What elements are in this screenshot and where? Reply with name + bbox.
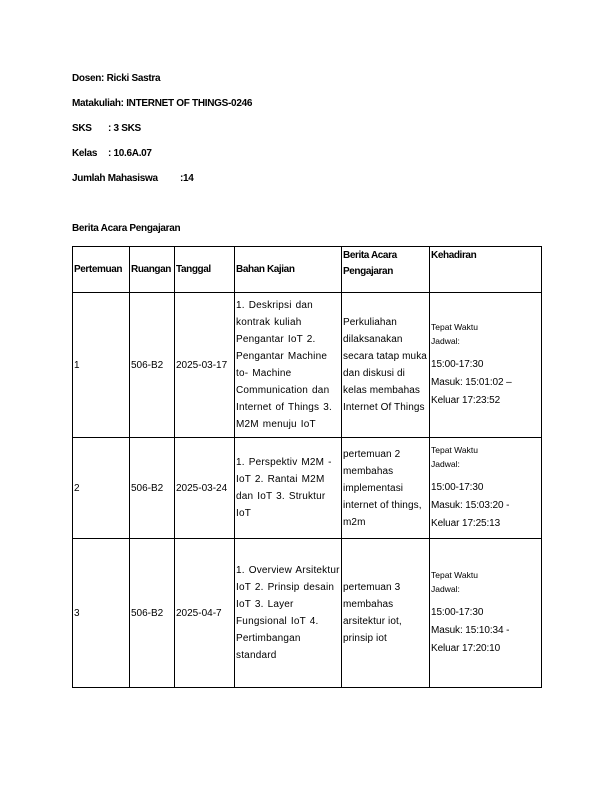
cell-pertemuan: 1 [73, 293, 130, 438]
cell-bahan-kajian: 1. Deskripsi dan kontrak kuliah Pengantar IoT 2. Pengantar Machine to- Machine Communication dan Internet of Things 3. M2M menuju IoT [235, 293, 342, 438]
cell-tanggal: 2025-03-17 [175, 293, 235, 438]
kehadiran-jadwal-label: Jadwal: [431, 584, 460, 594]
header-berita-acara: Berita Acara Pengajaran [342, 247, 430, 293]
dosen-label: Dosen: [72, 73, 105, 84]
kehadiran-status: Tepat Waktu [431, 570, 478, 580]
sks-value: : 3 SKS [108, 123, 141, 134]
cell-tanggal: 2025-03-24 [175, 438, 235, 539]
jumlah-label: Jumlah Mahasiswa [72, 173, 158, 184]
cell-ruangan: 506-B2 [130, 438, 175, 539]
kehadiran-keluar: Keluar 17:23:52 [431, 395, 501, 406]
cell-ruangan: 506-B2 [130, 539, 175, 688]
kehadiran-jadwal-label: Jadwal: [431, 336, 460, 346]
kehadiran-masuk: Masuk: 15:01:02 – [431, 377, 512, 388]
jumlah-value: :14 [180, 173, 194, 184]
cell-berita-acara: pertemuan 2 membahas implementasi internet of things, m2m [342, 438, 430, 539]
cell-berita-acara: pertemuan 3 membahas arsitektur iot, prinsip iot [342, 539, 430, 688]
table-row [73, 293, 542, 438]
kehadiran-jadwal-label: Jadwal: [431, 459, 460, 469]
table-row [73, 438, 542, 539]
cell-ruangan: 506-B2 [130, 293, 175, 438]
meta-jumlah-mahasiswa [72, 173, 194, 184]
meta-dosen [72, 73, 160, 84]
header-ruangan: Ruangan [130, 247, 175, 293]
cell-pertemuan: 2 [73, 438, 130, 539]
cell-bahan-kajian: 1. Overview Arsitektur IoT 2. Prinsip desain IoT 3. Layer Fungsional IoT 4. Pertimbangan standard [235, 539, 342, 688]
kehadiran-keluar: Keluar 17:25:13 [431, 518, 501, 529]
kehadiran-keluar: Keluar 17:20:10 [431, 643, 501, 654]
kelas-value: : 10.6A.07 [108, 148, 152, 159]
cell-kehadiran [430, 539, 542, 688]
kehadiran-masuk: Masuk: 15:10:34 - [431, 625, 510, 636]
table-header-row [73, 247, 542, 293]
meta-sks [72, 123, 141, 134]
cell-berita-acara: Perkuliahan dilaksanakan secara tatap muka dan diskusi di kelas membahas Internet Of Things [342, 293, 430, 438]
header-pertemuan: Pertemuan [73, 247, 130, 293]
matakuliah-label: Matakuliah: [72, 98, 124, 109]
cell-tanggal: 2025-04-7 [175, 539, 235, 688]
cell-pertemuan: 3 [73, 539, 130, 688]
cell-kehadiran [430, 438, 542, 539]
berita-acara-table [72, 246, 542, 688]
table-row [73, 539, 542, 688]
header-bahan-kajian: Bahan Kajian [235, 247, 342, 293]
header-kehadiran: Kehadiran [430, 247, 542, 293]
kehadiran-jadwal: 15:00-17:30 [431, 359, 484, 370]
cell-kehadiran [430, 293, 542, 438]
kehadiran-status: Tepat Waktu [431, 322, 478, 332]
cell-bahan-kajian: 1. Perspektiv M2M - IoT 2. Rantai M2M dan IoT 3. Struktur IoT [235, 438, 342, 539]
kelas-label: Kelas [72, 148, 98, 159]
meta-matakuliah [72, 98, 252, 109]
kehadiran-jadwal: 15:00-17:30 [431, 482, 484, 493]
dosen-value: Ricki Sastra [106, 73, 161, 84]
kehadiran-jadwal: 15:00-17:30 [431, 607, 484, 618]
sks-label: SKS [72, 123, 92, 134]
kehadiran-status: Tepat Waktu [431, 445, 478, 455]
kehadiran-masuk: Masuk: 15:03:20 - [431, 500, 510, 511]
matakuliah-value: INTERNET OF THINGS-0246 [126, 98, 253, 109]
header-tanggal: Tanggal [175, 247, 235, 293]
section-title: Berita Acara Pengajaran [72, 223, 181, 234]
meta-kelas [72, 148, 152, 159]
